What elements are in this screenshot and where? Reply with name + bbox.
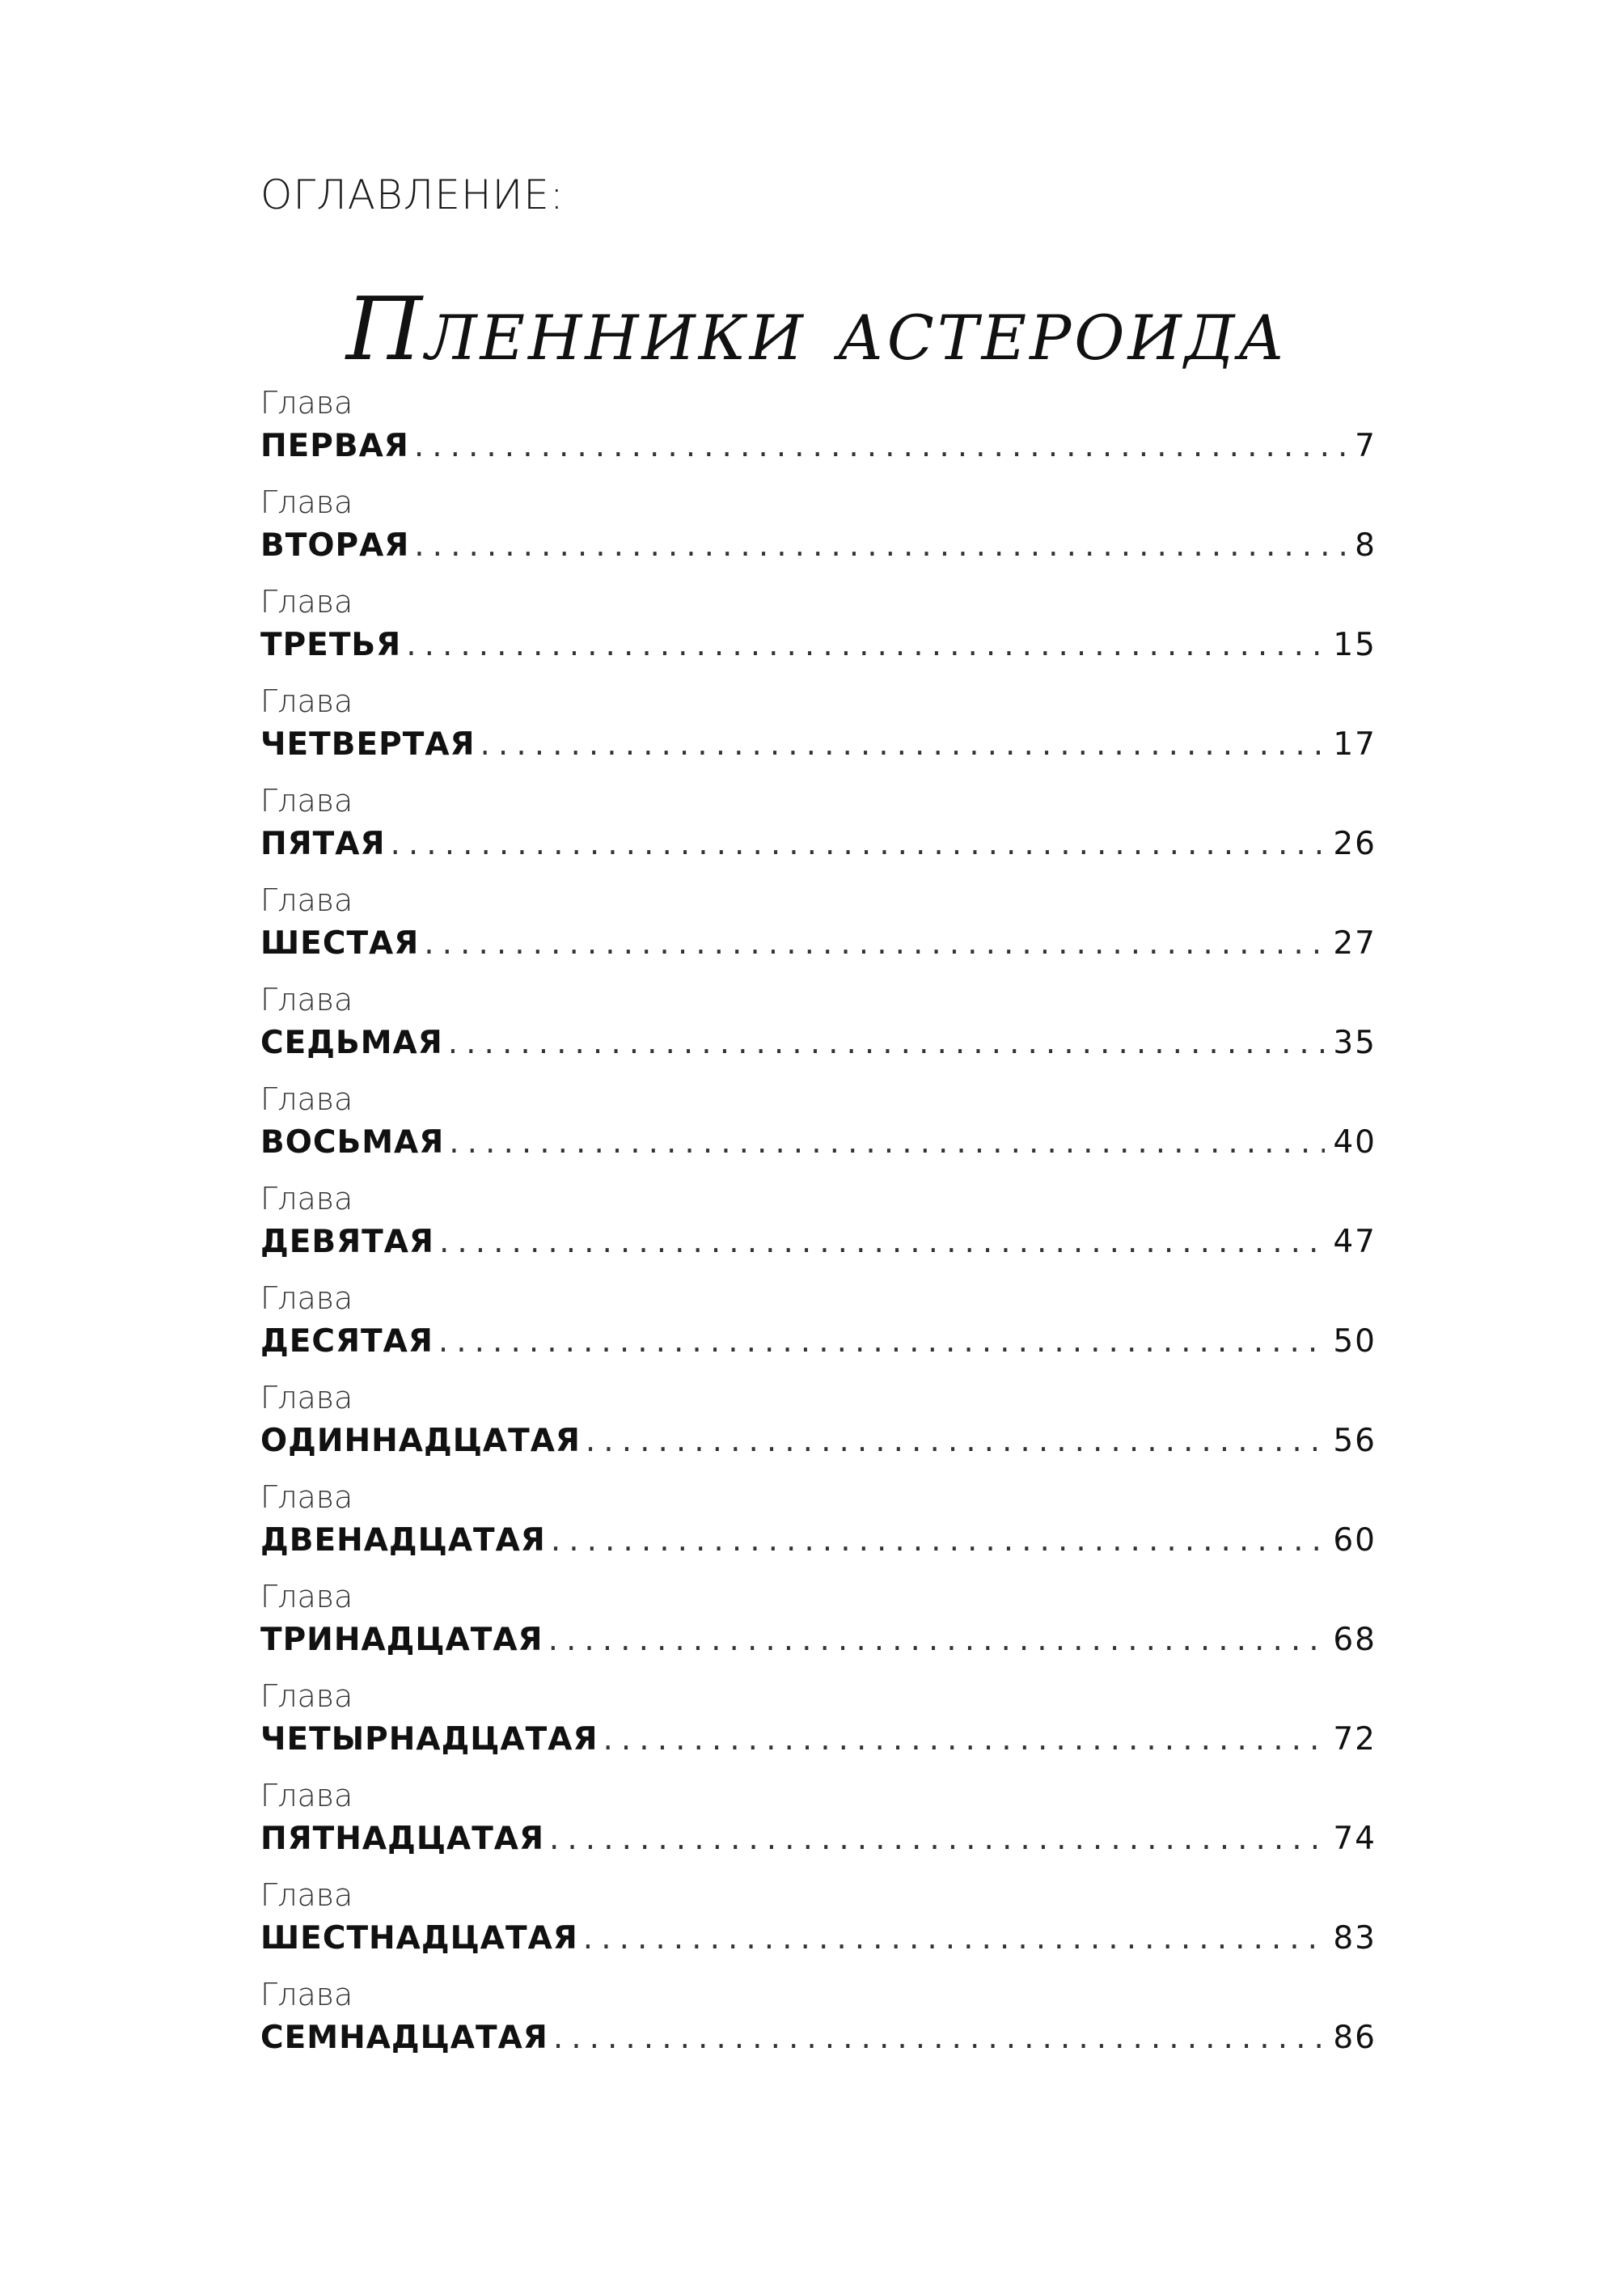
chapter-kicker: Глава	[260, 982, 353, 1017]
page-number: 56	[1333, 1423, 1377, 1459]
page-heading: ОГЛАВЛЕНИЕ:	[260, 171, 565, 218]
page-number: 74	[1333, 1821, 1377, 1857]
chapter-name: ЧЕТЫРНАДЦАТАЯ	[260, 1721, 598, 1758]
page-number: 50	[1333, 1323, 1377, 1360]
chapter-kicker: Глава	[260, 1778, 353, 1813]
page-number: 72	[1333, 1721, 1377, 1758]
toc-entry-line	[260, 525, 1377, 567]
chapter-name: ПЕРВАЯ	[260, 428, 409, 464]
chapter-kicker: Глава	[260, 783, 353, 819]
toc-entry[interactable]	[260, 1577, 1377, 1677]
chapter-name: ШЕСТАЯ	[260, 925, 420, 962]
toc-entry-line	[260, 724, 1377, 766]
page-number: 47	[1333, 1224, 1377, 1260]
toc-entry[interactable]	[260, 1080, 1377, 1179]
toc-entry[interactable]	[260, 1478, 1377, 1577]
toc-entry[interactable]	[260, 1677, 1377, 1776]
chapter-kicker: Глава	[260, 1977, 353, 2012]
dot-leader	[414, 525, 1347, 567]
toc-entry-line	[260, 1122, 1377, 1164]
table-of-contents	[260, 383, 1377, 2075]
toc-entry-line	[260, 1520, 1377, 1562]
dot-leader	[548, 1619, 1326, 1661]
page-number: 26	[1333, 826, 1377, 862]
toc-entry-line	[260, 1619, 1377, 1661]
page-number: 86	[1333, 2020, 1377, 2056]
dot-leader	[414, 425, 1347, 467]
chapter-kicker: Глава	[260, 1579, 353, 1614]
chapter-kicker: Глава	[260, 584, 353, 620]
toc-entry-line	[260, 823, 1377, 865]
toc-entry-line	[260, 1321, 1377, 1363]
toc-entry-line	[260, 1918, 1377, 1960]
toc-entry-line	[260, 1818, 1377, 1860]
page-number: 68	[1333, 1622, 1377, 1658]
chapter-name: ДЕСЯТАЯ	[260, 1323, 433, 1360]
chapter-kicker: Глава	[260, 1877, 353, 1913]
toc-entry[interactable]	[260, 383, 1377, 483]
chapter-kicker: Глава	[260, 1081, 353, 1117]
page-number: 7	[1355, 428, 1377, 464]
chapter-kicker: Глава	[260, 1380, 353, 1415]
chapter-name: ВОСЬМАЯ	[260, 1124, 445, 1161]
toc-entry-line	[260, 425, 1377, 467]
chapter-kicker: Глава	[260, 484, 353, 520]
chapter-name: ТРИНАДЦАТАЯ	[260, 1622, 543, 1658]
chapter-name: ПЯТАЯ	[260, 826, 386, 862]
page-number: 60	[1333, 1522, 1377, 1559]
toc-entry[interactable]	[260, 1179, 1377, 1279]
chapter-name: ДЕВЯТАЯ	[260, 1224, 434, 1260]
chapter-kicker: Глава	[260, 1181, 353, 1216]
dot-leader	[449, 1122, 1325, 1164]
toc-entry-line	[260, 1022, 1377, 1064]
chapter-kicker: Глава	[260, 882, 353, 918]
page-number: 15	[1333, 627, 1377, 663]
book-title: Пленники астероида	[345, 279, 1288, 380]
toc-entry[interactable]	[260, 1279, 1377, 1378]
chapter-kicker: Глава	[260, 1479, 353, 1515]
dot-leader	[553, 2017, 1326, 2059]
toc-entry[interactable]	[260, 881, 1377, 980]
dot-leader	[424, 923, 1325, 965]
toc-entry-line	[260, 1719, 1377, 1761]
chapter-kicker: Глава	[260, 683, 353, 719]
chapter-name: ДВЕНАДЦАТАЯ	[260, 1522, 546, 1559]
dot-leader	[406, 624, 1325, 666]
dot-leader	[480, 724, 1326, 766]
dot-leader	[603, 1719, 1326, 1761]
chapter-kicker: Глава	[260, 385, 353, 421]
dot-leader	[551, 1520, 1326, 1562]
toc-entry[interactable]	[260, 1975, 1377, 2075]
dot-leader	[549, 1818, 1325, 1860]
toc-entry[interactable]	[260, 582, 1377, 682]
chapter-name: ШЕСТНАДЦАТАЯ	[260, 1920, 578, 1957]
toc-entry-line	[260, 624, 1377, 666]
page-number: 40	[1333, 1124, 1377, 1161]
toc-entry[interactable]	[260, 682, 1377, 781]
chapter-name: ОДИННАДЦАТАЯ	[260, 1423, 581, 1459]
toc-entry-line	[260, 1221, 1377, 1263]
chapter-name: СЕДЬМАЯ	[260, 1025, 443, 1061]
page-number: 83	[1333, 1920, 1377, 1957]
chapter-name: ТРЕТЬЯ	[260, 627, 402, 663]
dot-leader	[438, 1321, 1326, 1363]
toc-entry-line	[260, 923, 1377, 965]
toc-entry[interactable]	[260, 980, 1377, 1080]
chapter-name: ВТОРАЯ	[260, 527, 410, 564]
toc-entry[interactable]	[260, 1776, 1377, 1876]
chapter-name: ПЯТНАДЦАТАЯ	[260, 1821, 545, 1857]
chapter-kicker: Глава	[260, 1280, 353, 1316]
dot-leader	[586, 1420, 1325, 1462]
chapter-kicker: Глава	[260, 1678, 353, 1714]
dot-leader	[448, 1022, 1326, 1064]
page-number: 35	[1333, 1025, 1377, 1061]
toc-entry[interactable]	[260, 781, 1377, 881]
chapter-name: СЕМНАДЦАТАЯ	[260, 2020, 548, 2056]
page-number: 8	[1355, 527, 1377, 564]
dot-leader	[583, 1918, 1326, 1960]
toc-entry[interactable]	[260, 483, 1377, 582]
page-number: 27	[1333, 925, 1377, 962]
toc-entry[interactable]	[260, 1378, 1377, 1478]
page-number: 17	[1333, 726, 1377, 763]
chapter-name: ЧЕТВЕРТАЯ	[260, 726, 476, 763]
toc-entry[interactable]	[260, 1876, 1377, 1975]
dot-leader	[391, 823, 1326, 865]
dot-leader	[439, 1221, 1325, 1263]
toc-entry-line	[260, 2017, 1377, 2059]
toc-entry-line	[260, 1420, 1377, 1462]
